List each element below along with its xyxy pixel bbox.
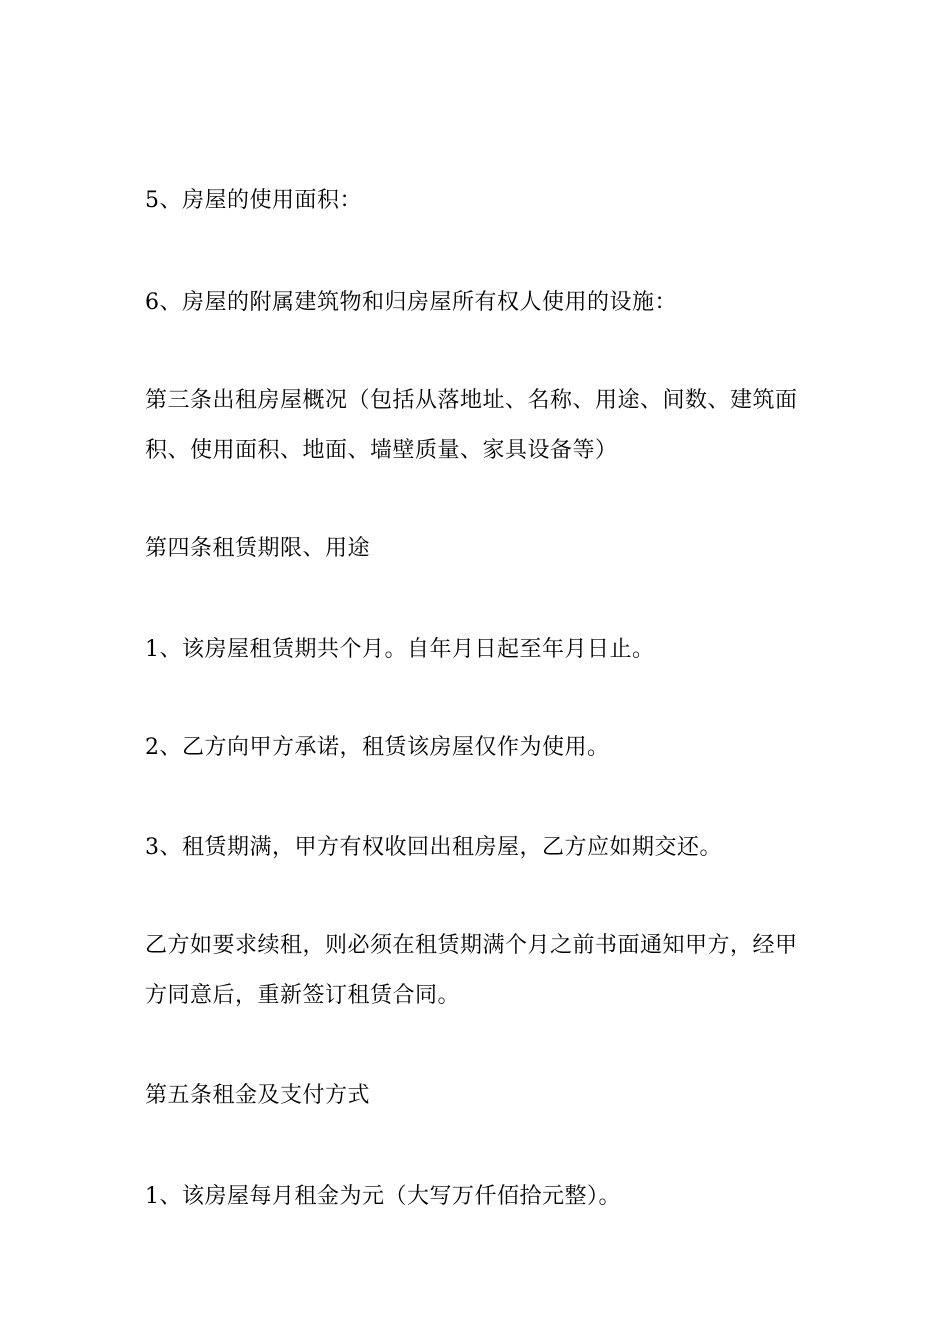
paragraph-usable-area: 5、房屋的使用面积： (145, 188, 362, 213)
paragraph-article-five-heading: 第五条租金及支付方式 (145, 1083, 371, 1108)
paragraph-article-three: 第三条出租房屋概况（包括从落地址、名称、用途、间数、建筑面积、使用面积、地面、墙壁质量、家具设备等） (145, 388, 798, 463)
paragraph-renewal: 乙方如要求续租，则必须在租赁期满个月之前书面通知甲方，经甲方同意后，重新签订租赁合同。 (145, 933, 798, 1008)
paragraph-lease-expiry: 3、租赁期满，甲方有权收回出租房屋，乙方应如期交还。 (145, 835, 722, 860)
paragraph-article-four-heading: 第四条租赁期限、用途 (145, 536, 371, 561)
paragraph-monthly-rent: 1、该房屋每月租金为元（大写万仟佰拾元整）。 (145, 1184, 621, 1209)
paragraph-auxiliary-facilities: 6、房屋的附属建筑物和归房屋所有权人使用的设施： (145, 290, 677, 315)
paragraph-lease-term: 1、该房屋租赁期共个月。自年月日起至年月日止。 (145, 637, 655, 662)
paragraph-lease-use: 2、乙方向甲方承诺，租赁该房屋仅作为使用。 (145, 735, 610, 760)
